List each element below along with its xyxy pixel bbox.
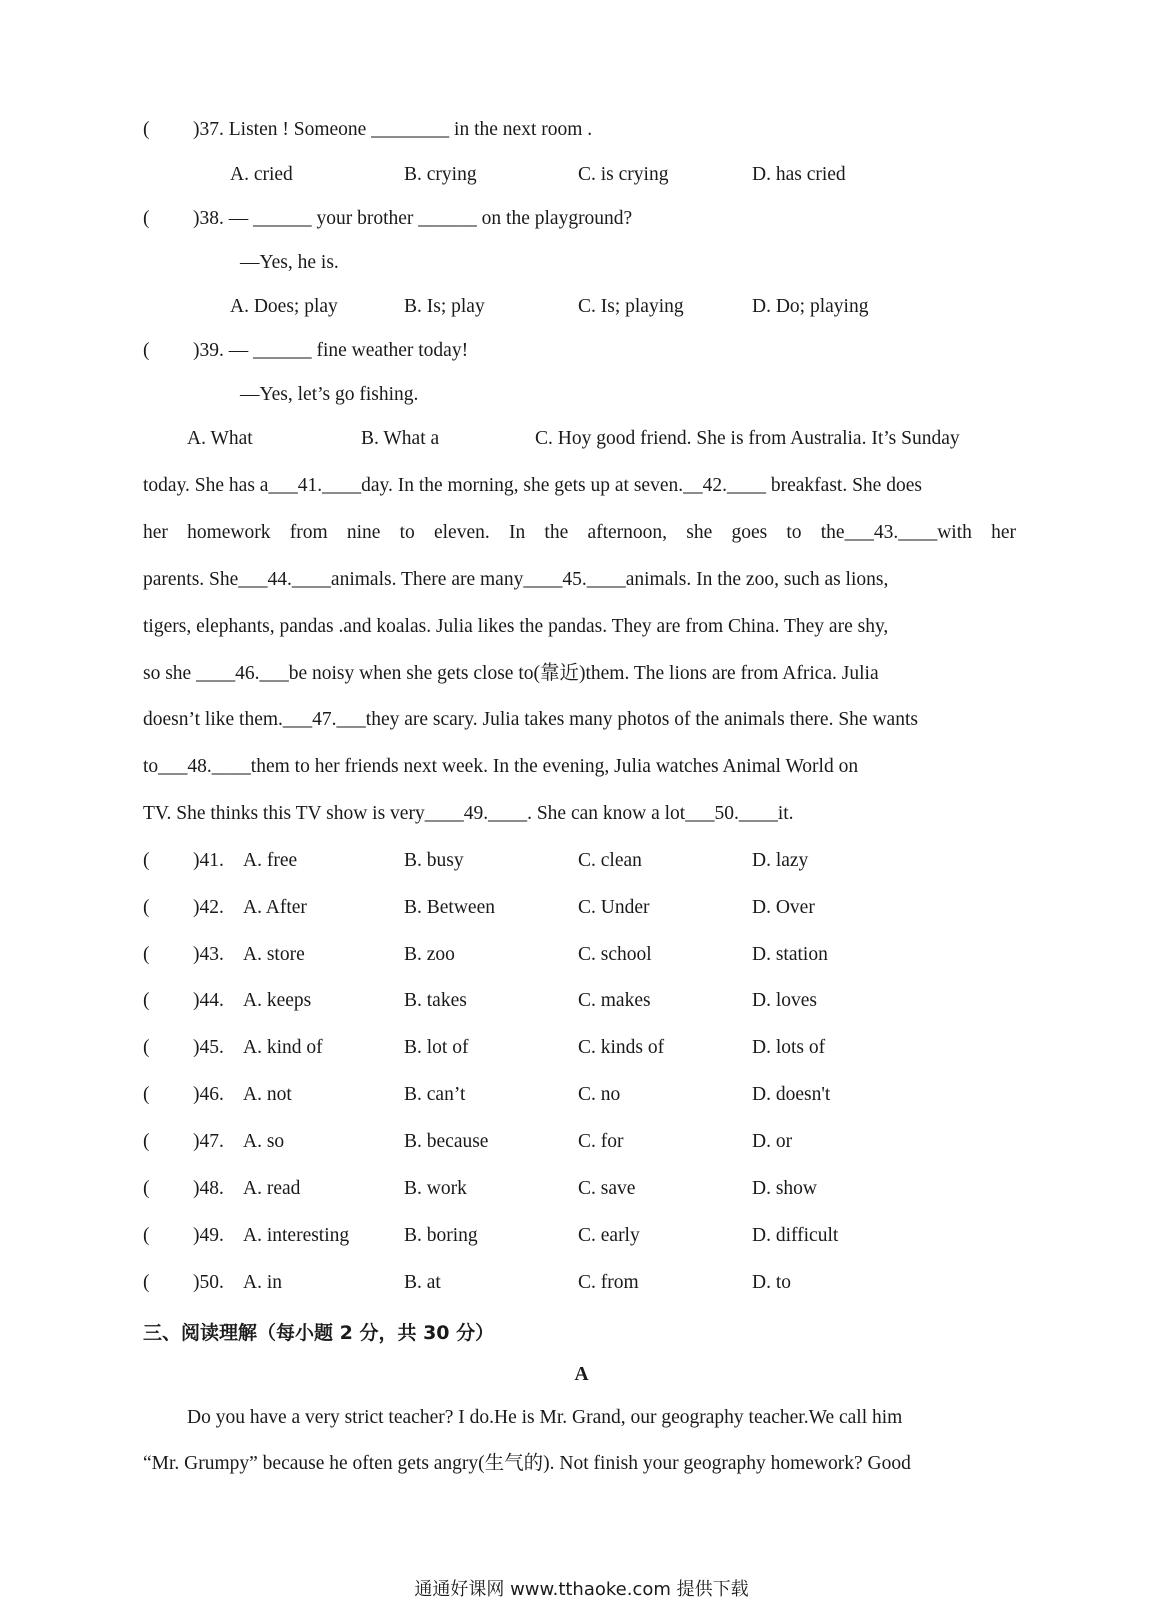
section-heading: 三、阅读理解（每小题 2 分，共 30 分） xyxy=(143,1322,495,1344)
page-footer: 通通好课网 www.tthaoke.com 提供下载 xyxy=(414,1579,749,1600)
option-c: C. early xyxy=(578,1225,640,1246)
option-b: B. work xyxy=(404,1178,467,1199)
passage-line-7: doesn’t like them.___47.___they are scary. Julia takes many photos of the animals there. She wants xyxy=(143,709,918,730)
option-d: D. has cried xyxy=(752,164,846,185)
option-c: C. for xyxy=(578,1131,624,1152)
option-c: C. save xyxy=(578,1178,636,1199)
option-b: B. busy xyxy=(404,850,464,871)
passage-line-9: TV. She thinks this TV show is very____49.____. She can know a lot___50.____it. xyxy=(143,803,794,824)
option-a: A. What xyxy=(187,428,253,449)
option-a: A. After xyxy=(243,897,307,918)
answer-paren: ( xyxy=(143,119,150,140)
option-b: B. at xyxy=(404,1272,441,1293)
option-b: B. Between xyxy=(404,897,495,918)
passage-line-8: to___48.____them to her friends next week. In the evening, Julia watches Animal World on xyxy=(143,756,859,777)
question-stem: )38. — ______ your brother ______ on the playground? xyxy=(193,208,633,229)
option-a: A. in xyxy=(243,1272,282,1293)
option-d: D. lazy xyxy=(752,850,809,871)
option-a: A. not xyxy=(243,1084,292,1105)
passage-line-6: so she ____46.___be noisy when she gets close to(靠近)them. The lions are from Africa. Julia xyxy=(143,663,879,684)
option-b: B. because xyxy=(404,1131,489,1152)
option-b: B. takes xyxy=(404,990,467,1011)
option-c: C. Is; playing xyxy=(578,296,684,317)
question-39-reply: —Yes, let’s go fishing. xyxy=(240,384,419,405)
option-c: C. school xyxy=(578,944,652,965)
option-c: C. is crying xyxy=(578,164,669,185)
option-b: B. zoo xyxy=(404,944,455,965)
option-d: D. show xyxy=(752,1178,818,1199)
option-b: B. lot of xyxy=(404,1037,469,1058)
option-d: D. Over xyxy=(752,897,815,918)
option-a: A. free xyxy=(243,850,298,871)
option-d: D. station xyxy=(752,944,828,965)
passage-line-2: today. She has a___41.____day. In the morning, she gets up at seven.__42.____ breakfast. She does xyxy=(143,475,922,496)
option-a: A. interesting xyxy=(243,1225,350,1246)
option-d: D. or xyxy=(752,1131,793,1152)
option-c: C. no xyxy=(578,1084,621,1105)
passage-line-3: her homework from nine to eleven. In the afternoon, she goes to the___43.____with her xyxy=(143,522,1016,543)
option-b: B. can’t xyxy=(404,1084,466,1105)
exam-page: ( )37. Listen ! Someone ________ in the next room . A. cried B. crying C. is crying D. has cried ( )38. — ______ your brother ______ on the playground? —Yes, he is. A. Does; play B. Is; play C. Is; playing D. Do; playing ( )39. — ______ fine weather today! —Yes, let’s go fishing. A. What B. What a C. Hoy good friend. She is from Australia. It’s Sunday today. She has a___41.____day. In the morning, she gets up at seven.__42.____ breakfast. She does her homework from nine to eleven. In the afternoon, she goes to the___43.____with her parents. She___44.____animals. There are many____45.____animals. In the zoo, such as lions, tigers, elephants, pandas .and koalas. Julia likes the pandas. They are from China. They are shy, so she ____46.___be noisy when she gets close to(靠近)them. The lions are from Africa. Julia doesn’t like them.___47.___they are scary. Julia takes many photos of the animals there. She wants to___48.____them to her friends next week. In the evening, Julia watches Animal World on TV. She thinks this TV show is very____49.____. She can know a lot___50.____it. ( )41. A. free B. busy C. clean D. lazy ( )42. A. After B. Between C. Under D. Over ( )43. A. store B. zoo C. school D. station ( )44. A. keeps B. takes C. makes D. loves ( )45. A. kind of B. lot of C. kinds of D. lots of ( )46. A. not B. can’t C. no D. doesn't ( )47. A. so B. because C. for D. or ( )48. A. read B. work C. save D. show ( )49. A. interesting B. boring C. early D. difficult ( )50. A. in B. at C. from D. to 三、阅读理解（每小题 2 分，共 30 分） A Do you have a very strict teacher? I do.He is Mr. Grand, our geography teacher.We call him “Mr. Grumpy” because he often gets angry(生气的). Not finish your geography homework? Good 通通好课网 www.tthaoke.com 提供下载 xyxy=(0,0,1163,1613)
question-stem: )37. Listen ! Someone ________ in the next room . xyxy=(193,119,593,140)
option-a: A. Does; play xyxy=(230,296,338,317)
option-d: D. to xyxy=(752,1272,791,1293)
answer-paren: ( xyxy=(143,340,150,361)
option-c: C. Under xyxy=(578,897,650,918)
option-c: C. clean xyxy=(578,850,642,871)
option-a: A. keeps xyxy=(243,990,312,1011)
option-c: C. makes xyxy=(578,990,651,1011)
option-b: B. crying xyxy=(404,164,477,185)
option-b: B. Is; play xyxy=(404,296,485,317)
option-d: D. lots of xyxy=(752,1037,826,1058)
passage-line-5: tigers, elephants, pandas .and koalas. Julia likes the pandas. They are from China. They are shy, xyxy=(143,616,889,637)
option-a: A. cried xyxy=(230,164,293,185)
option-a: A. kind of xyxy=(243,1037,323,1058)
option-a: A. so xyxy=(243,1131,285,1152)
question-38-reply: —Yes, he is. xyxy=(240,252,339,273)
answer-paren: ( xyxy=(143,208,150,229)
option-b: B. What a xyxy=(361,428,440,449)
option-c: C. from xyxy=(578,1272,639,1293)
passage-text: C. Hoy good friend. She is from Australia. It’s Sunday xyxy=(535,428,960,449)
option-b: B. boring xyxy=(404,1225,478,1246)
option-a: A. read xyxy=(243,1178,301,1199)
option-a: A. store xyxy=(243,944,305,965)
reading-line-2: “Mr. Grumpy” because he often gets angry(生气的). Not finish your geography homework? Good xyxy=(143,1453,911,1474)
option-d: D. doesn't xyxy=(752,1084,831,1105)
option-d: D. loves xyxy=(752,990,817,1011)
passage-label: A xyxy=(574,1364,589,1385)
option-d: D. Do; playing xyxy=(752,296,869,317)
reading-line-1: Do you have a very strict teacher? I do.He is Mr. Grand, our geography teacher.We call him xyxy=(187,1407,903,1428)
option-c: C. kinds of xyxy=(578,1037,665,1058)
option-d: D. difficult xyxy=(752,1225,839,1246)
question-stem: )39. — ______ fine weather today! xyxy=(193,340,469,361)
passage-line-4: parents. She___44.____animals. There are many____45.____animals. In the zoo, such as lions, xyxy=(143,569,889,590)
